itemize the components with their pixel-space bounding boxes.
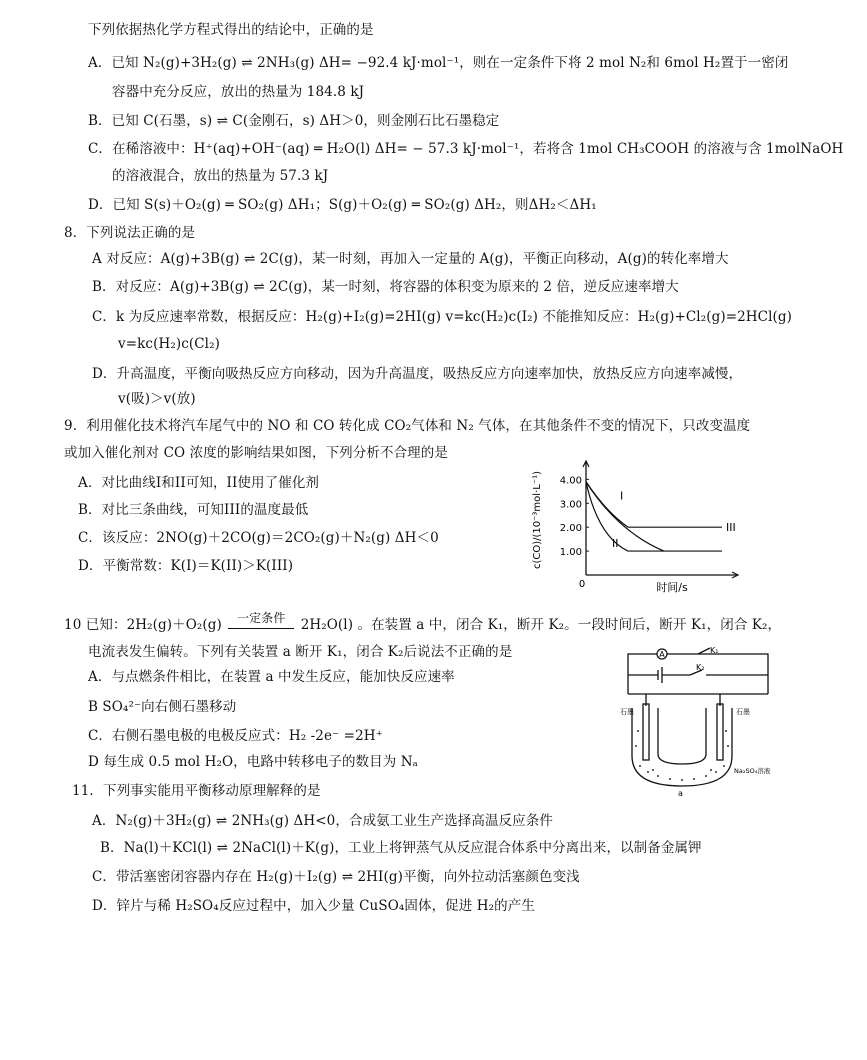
q8-stem: 8．下列说法正确的是 (64, 225, 196, 241)
left-electrode-label: 石墨 (620, 708, 634, 716)
electrolysis-apparatus (618, 646, 778, 796)
series-label: II (612, 537, 619, 551)
k2-label: K₂ (696, 663, 705, 672)
q7-option-a: A．已知 N₂(g)+3H₂(g) ⇌ 2NH₃(g) ΔH= −92.4 kJ·mol⁻¹，则在一定条件下将 2 mol N₂和 6mol H₂置于一密闭 (88, 55, 789, 71)
reaction-condition: 一定条件 (237, 611, 286, 625)
reaction-arrow (228, 611, 294, 629)
y-tick-label: 2.00 (559, 523, 582, 535)
origin-label: 0 (578, 579, 586, 590)
y-tick-label: 1.00 (559, 547, 582, 559)
q10-stem-equation-left: 10 已知：2H₂(g)＋O₂(g) (64, 617, 222, 633)
q11-stem: 11．下列事实能用平衡移动原理解释的是 (72, 783, 321, 799)
q9-stem: 9．利用催化技术将汽车尾气中的 NO 和 CO 转化成 CO₂气体和 N₂ 气体，在其他条件不变的情况下，只改变温度 (64, 418, 751, 434)
q11-option-d: D．锌片与稀 H₂SO₄反应过程中，加入少量 CuSO₄固体，促进 H₂的产生 (92, 898, 535, 914)
q8-option-c-cont: v=kc(H₂)c(Cl₂) (118, 336, 220, 352)
q8-option-d-cont: v(吸)＞v(放) (118, 391, 196, 407)
q8-option-d: D．升高温度，平衡向吸热反应方向移动，因为升高温度，吸热反应方向速率加快，放热反应方向速率减慢， (92, 366, 743, 382)
y-tick-label: 3.00 (559, 499, 582, 511)
q10-option-b: B SO₄²⁻向右侧石墨移动 (88, 699, 237, 715)
q10-stem-equation-right: 2H₂O(l) 。在装置 a 中，闭合 K₁，断开 K₂。一段时间后，断开 K₁，闭合 K₂， (300, 617, 782, 633)
right-electrode-label: 石墨 (736, 708, 750, 716)
q9-option-c: C．该反应：2NO(g)＋2CO(g)＝2CO₂(g)＋N₂(g) ΔH＜0 (78, 530, 439, 546)
q7-stem: 下列依据热化学方程式得出的结论中，正确的是 (88, 22, 374, 38)
curve-I (586, 482, 722, 551)
q10-stem-cont: 电流表发生偏转。下列有关装置 a 断开 K₁，闭合 K₂后说法不正确的是 (88, 644, 513, 660)
q7-option-d: D．已知 S(s)＋O₂(g) ═ SO₂(g) ΔH₁；S(g)＋O₂(g) ═ SO₂(g) ΔH₂，则ΔH₂＜ΔH₁ (88, 197, 597, 213)
q11-option-a: A．N₂(g)＋3H₂(g) ⇌ 2NH₃(g) ΔH<0，合成氨工业生产选择高温反应条件 (92, 813, 553, 829)
q9-stem-cont: 或加入催化剂对 CO 浓度的影响结果如图，下列分析不合理的是 (64, 445, 448, 461)
q10-option-a: A．与点燃条件相比，在装置 a 中发生反应，能加快反应速率 (88, 669, 455, 685)
q10-stem (64, 611, 782, 635)
solution-label: Na₂SO₄溶液 (734, 767, 771, 775)
y-axis-label: c(CO)/(10⁻³mol·L⁻¹) (532, 470, 543, 570)
curve-III (586, 482, 722, 527)
q10-option-c: C．右侧石墨电极的电极反应式：H₂ -2e⁻ =2H⁺ (88, 728, 383, 744)
q8-option-b: B．对反应：A(g)+3B(g) ⇌ 2C(g)，某一时刻，将容器的体积变为原来的 2 倍，逆反应速率增大 (92, 279, 679, 295)
q9-option-a: A．对比曲线I和II可知，II使用了催化剂 (78, 475, 320, 491)
series-label: III (726, 521, 736, 535)
q9-option-d: D．平衡常数：K(I)＝K(II)＞K(III) (78, 558, 294, 574)
q7-option-a-cont: 容器中充分反应，放出的热量为 184.8 kJ (112, 84, 365, 100)
q11-option-b: B．Na(l)＋KCl(l) ⇌ 2NaCl(l)＋K(g)，工业上将钾蒸气从反应混合体系中分离出来，以制备金属钾 (100, 840, 702, 856)
series-label: I (620, 489, 624, 503)
x-axis-label: 时间/s (656, 581, 688, 594)
q9-option-b: B．对比三条曲线，可知III的温度最低 (78, 502, 309, 518)
co-concentration-chart (528, 455, 758, 597)
q8-option-c: C．k 为反应速率常数，根据反应：H₂(g)+I₂(g)=2HI(g) v=kc(H₂)c(I₂) 不能推知反应：H₂(g)+Cl₂(g)=2HCl(g) (92, 309, 792, 325)
ammeter-label: A (659, 650, 665, 659)
q7-option-c: C．在稀溶液中：H⁺(aq)+OH⁻(aq) ═ H₂O(l) ΔH= − 57.3 kJ·mol⁻¹，若将含 1mol CH₃COOH 的溶液与含 1molNaOH (88, 141, 844, 157)
y-tick-label: 4.00 (559, 475, 582, 487)
q10-option-d: D 每生成 0.5 mol H₂O，电路中转移电子的数目为 Nₐ (88, 754, 418, 770)
q7-option-b: B．已知 C(石墨，s) ⇌ C(金刚石，s) ΔH＞0，则金刚石比石墨稳定 (88, 113, 500, 129)
q7-option-c-cont: 的溶液混合，放出的热量为 57.3 kJ (112, 168, 329, 184)
q11-option-c: C．带活塞密闭容器内存在 H₂(g)＋I₂(g) ⇌ 2HI(g)平衡，向外拉动活塞颜色变浅 (92, 869, 580, 885)
apparatus-label: a (678, 789, 683, 796)
k1-label: K₁ (710, 646, 719, 655)
curve-II (586, 482, 664, 551)
q8-option-a: A 对反应：A(g)+3B(g) ⇌ 2C(g)，某一时刻，再加入一定量的 A(g)，平衡正向移动，A(g)的转化率增大 (92, 251, 729, 267)
